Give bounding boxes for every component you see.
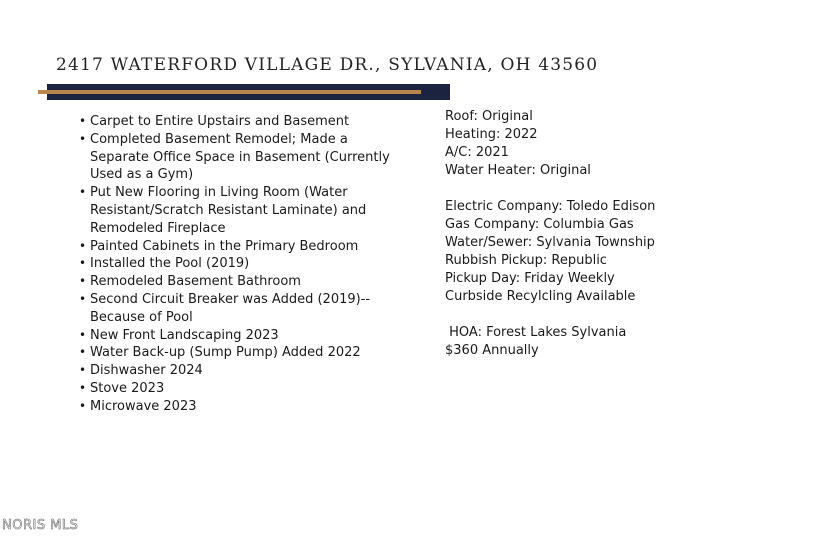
list-item: • New Front Landscaping 2023 bbox=[80, 327, 410, 345]
list-item: • Microwave 2023 bbox=[80, 398, 410, 416]
title-underline-bar bbox=[38, 83, 421, 101]
utility-line: Rubbish Pickup: Republic bbox=[445, 253, 607, 268]
utility-line: Curbside Recylcling Available bbox=[445, 289, 636, 304]
systems-line: Water Heater: Original bbox=[445, 163, 591, 178]
gold-stripe bbox=[38, 90, 421, 94]
spacer bbox=[445, 306, 805, 324]
property-details bbox=[445, 108, 805, 360]
utility-line: Electric Company: Toledo Edison bbox=[445, 199, 656, 214]
hoa-line: HOA: Forest Lakes Sylvania bbox=[445, 325, 627, 340]
page-title: 2417 WATERFORD VILLAGE DR., SYLVANIA, OH 43560 bbox=[56, 55, 599, 75]
spacer bbox=[445, 180, 805, 198]
list-item: • Completed Basement Remodel; Made a Separate Office Space in Basement (Currently Used as a Gym) bbox=[80, 131, 410, 184]
systems-line: Roof: Original bbox=[445, 109, 533, 124]
list-item: • Second Circuit Breaker was Added (2019)--Because of Pool bbox=[80, 291, 410, 327]
updates-list bbox=[80, 113, 410, 416]
systems-section bbox=[445, 108, 805, 180]
mls-watermark: NORIS MLS bbox=[2, 518, 79, 533]
list-item: • Installed the Pool (2019) bbox=[80, 255, 410, 273]
utility-line: Gas Company: Columbia Gas bbox=[445, 217, 634, 232]
systems-line: Heating: 2022 bbox=[445, 127, 538, 142]
utility-line: Water/Sewer: Sylvania Township bbox=[445, 235, 655, 250]
list-item: • Stove 2023 bbox=[80, 380, 410, 398]
list-item: • Painted Cabinets in the Primary Bedroom bbox=[80, 238, 410, 256]
hoa-line: $360 Annually bbox=[445, 343, 539, 358]
utilities-section bbox=[445, 198, 805, 306]
list-item: • Dishwasher 2024 bbox=[80, 362, 410, 380]
utility-line: Pickup Day: Friday Weekly bbox=[445, 271, 615, 286]
hoa-section bbox=[445, 324, 805, 360]
list-item: • Carpet to Entire Upstairs and Basement bbox=[80, 113, 410, 131]
list-item: • Remodeled Basement Bathroom bbox=[80, 273, 410, 291]
list-item: • Water Back-up (Sump Pump) Added 2022 bbox=[80, 344, 410, 362]
systems-line: A/C: 2021 bbox=[445, 145, 509, 160]
list-item: • Put New Flooring in Living Room (Water Resistant/Scratch Resistant Laminate) and Remodeled Fireplace bbox=[80, 184, 410, 237]
